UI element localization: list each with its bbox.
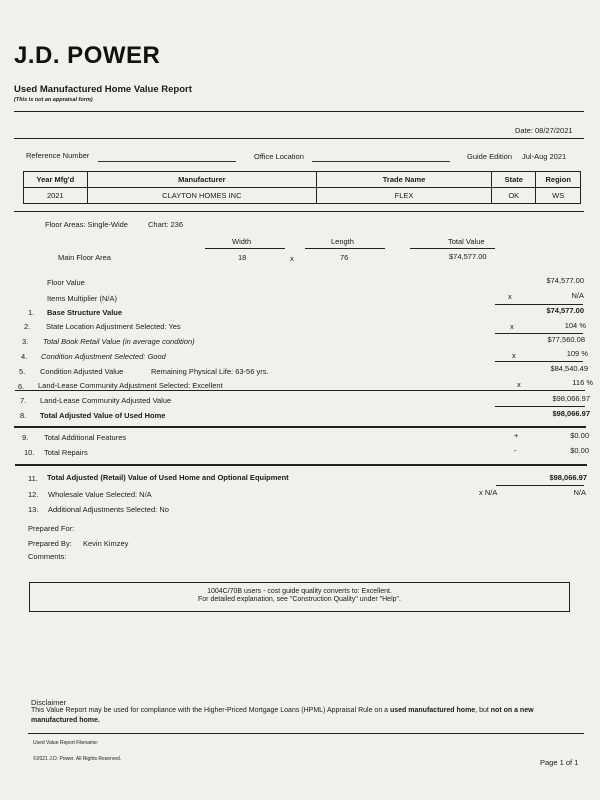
disclaimer-bold-part: used manufactured home	[390, 707, 476, 714]
office-location-field	[312, 161, 450, 162]
disclaimer-text-part: This Value Report may be used for compliance with the Higher-Priced Mortgage Loans (HPML) Appraisal Rule on a	[31, 707, 389, 714]
divider	[205, 248, 285, 249]
line-number: 13.	[28, 505, 39, 514]
items-multiplier-label: Items Multiplier (N/A)	[47, 294, 118, 303]
prepared-by-label: Prepared By:	[28, 539, 72, 548]
divider	[15, 464, 587, 466]
table-header: Year Mfg'd	[24, 172, 88, 188]
additional-features-label: Total Additional Features	[44, 433, 127, 442]
condition-adjustment-label: Condition Adjustment Selected: Good	[41, 352, 166, 361]
land-lease-adjustment-label: Land-Lease Community Adjustment Selected: Excellent	[38, 381, 223, 390]
land-lease-adjusted-value: $98,066.97	[552, 394, 590, 403]
divider	[496, 485, 584, 486]
line-number: 1.	[28, 308, 35, 317]
reference-number-label: Reference Number	[26, 151, 90, 160]
divider	[495, 361, 583, 362]
floor-areas: Floor Areas: Single-Wide	[45, 220, 128, 229]
plus-sign: +	[514, 431, 519, 440]
multiply-sign: x	[512, 351, 516, 360]
book-retail-label: Total Book Retail Value (in average condition)	[43, 337, 195, 346]
table-cell: 2021	[24, 188, 88, 204]
additional-features-value: $0.00	[570, 431, 589, 440]
divider	[495, 333, 583, 334]
multiply-sign: x	[508, 292, 512, 301]
line-number: 4.	[21, 352, 28, 361]
line-number: 10.	[24, 448, 35, 457]
land-lease-adjusted-label: Land-Lease Community Adjusted Value	[40, 396, 172, 405]
line-number: 11.	[28, 474, 38, 483]
state-adjustment-value: 104 %	[564, 321, 586, 330]
floor-value-label: Floor Value	[47, 278, 85, 287]
main-floor-label: Main Floor Area	[58, 253, 111, 262]
multiply-sign: x	[517, 380, 521, 389]
total-adjusted-used-value: $98,066.97	[552, 409, 590, 418]
wholesale-multiplier: x N/A	[479, 488, 498, 497]
total-retail-value: $98,066.97	[549, 473, 587, 482]
divider	[28, 733, 584, 734]
divider	[15, 390, 585, 391]
report-date: Date: 08/27/2021	[515, 126, 573, 135]
line-number: 9.	[22, 433, 29, 442]
divider	[14, 211, 584, 212]
times-sign: x	[290, 254, 294, 263]
table-header: Region	[536, 172, 581, 188]
state-adjustment-label: State Location Adjustment Selected: Yes	[46, 322, 181, 331]
divider	[14, 138, 584, 139]
table-header: Manufacturer	[87, 172, 316, 188]
quality-note-box	[29, 582, 570, 612]
line-number: 7.	[20, 396, 27, 405]
total-value-label: Total Value	[448, 237, 485, 246]
line-number: 8.	[20, 411, 27, 420]
minus-sign: -	[514, 446, 517, 455]
divider	[495, 304, 583, 305]
office-location-label: Office Location	[254, 152, 304, 161]
total-repairs-label: Total Repairs	[44, 448, 88, 457]
disclaimer-text	[31, 706, 571, 726]
condition-adjustment-value: 109 %	[566, 349, 588, 358]
report-title: Used Manufactured Home Value Report	[14, 84, 192, 95]
disclaimer-label: Disclaimer	[31, 698, 67, 707]
page-number: Page 1 of 1	[540, 758, 579, 767]
reference-number-field	[98, 161, 236, 162]
table-header: State	[492, 172, 536, 188]
table-cell: WS	[536, 188, 581, 204]
total-repairs-value: $0.00	[570, 446, 589, 455]
condition-adjusted-label: Condition Adjusted Value	[40, 367, 124, 376]
remaining-life: Remaining Physical Life: 63-56 yrs.	[151, 367, 269, 376]
wholesale-label: Wholesale Value Selected: N/A	[48, 490, 152, 499]
total-adjusted-used-label: Total Adjusted Value of Used Home	[40, 411, 166, 420]
additional-adjustments-label: Additional Adjustments Selected: No	[48, 505, 169, 514]
home-info-table	[23, 171, 581, 204]
condition-adjusted-value: $84,540.49	[550, 364, 588, 373]
multiply-sign: x	[510, 322, 514, 331]
divider	[305, 248, 385, 249]
guide-edition-value: Jul-Aug 2021	[522, 152, 567, 161]
divider	[14, 111, 584, 112]
book-retail-value: $77,560.08	[547, 335, 585, 344]
base-structure-value: $74,577.00	[546, 306, 584, 315]
length-label: Length	[331, 237, 354, 246]
divider	[495, 406, 585, 407]
table-cell: FLEX	[316, 188, 491, 204]
comments-label: Comments:	[28, 552, 67, 561]
total-value: $74,577.00	[449, 252, 487, 261]
line-number: 6.	[18, 382, 25, 391]
table-cell: CLAYTON HOMES INC	[87, 188, 316, 204]
footer-copyright: ©2021 J.D. Power. All Rights Reserved.	[33, 756, 122, 762]
disclaimer-bold-part: not on a new manufactured home.	[31, 707, 534, 724]
line-number: 3.	[22, 337, 29, 346]
floor-value: $74,577.00	[546, 276, 584, 285]
table-header: Trade Name	[316, 172, 491, 188]
line-number: 5.	[19, 367, 26, 376]
guide-edition-label: Guide Edition	[467, 152, 513, 161]
prepared-for-label: Prepared For:	[28, 524, 75, 533]
brand-logo: J.D. POWER	[14, 42, 161, 69]
width-label: Width	[232, 237, 252, 246]
table-cell: OK	[492, 188, 536, 204]
wholesale-value: N/A	[573, 488, 586, 497]
disclaimer-text-part: , but	[475, 707, 489, 714]
land-lease-adjustment-value: 116 %	[572, 378, 593, 387]
footer-filename: Used Value Report Filename:	[33, 740, 99, 746]
divider	[410, 248, 495, 249]
length-value: 76	[340, 253, 349, 262]
line-number: 2.	[24, 322, 31, 331]
base-structure-label: Base Structure Value	[47, 308, 123, 317]
quality-note-line2: For detailed explanation, see "Construction Quality" under "Help".	[198, 596, 401, 603]
line-number: 12.	[28, 490, 39, 499]
chart-number: Chart: 236	[148, 220, 184, 229]
width-value: 18	[238, 253, 247, 262]
items-multiplier-value: N/A	[571, 291, 584, 300]
prepared-by-value: Kevin Kimzey	[83, 539, 129, 548]
total-retail-label: Total Adjusted (Retail) Value of Used Home and Optional Equipment	[47, 473, 289, 482]
quality-note-line1: 1004C/70B users - cost guide quality converts to: Excellent.	[207, 588, 392, 595]
report-subtitle: (This is not an appraisal form)	[14, 97, 93, 103]
divider	[14, 426, 586, 428]
